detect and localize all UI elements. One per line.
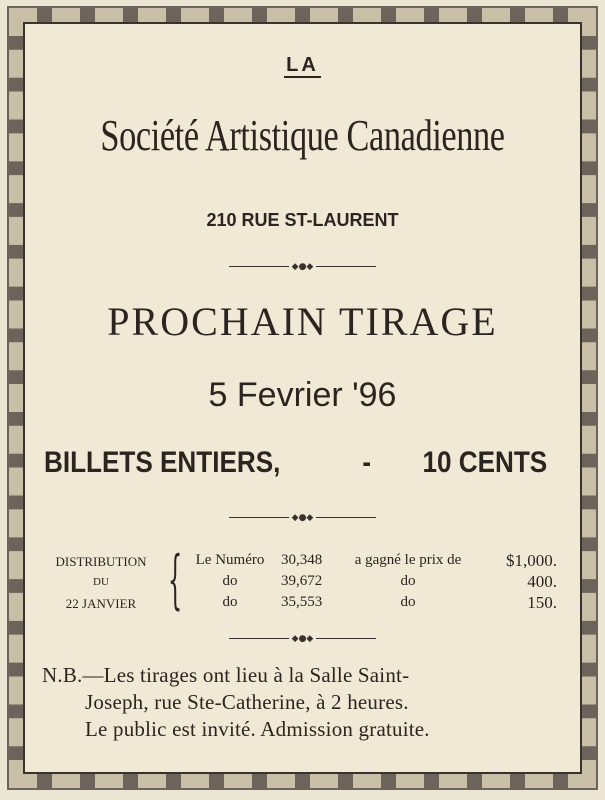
row-text: do: [400, 573, 416, 589]
notice-line: N.B.—Les tirages ont lieu à la Salle Saint-: [42, 663, 410, 687]
row-label: Le Numéro: [195, 552, 265, 568]
row-number: 30,348: [281, 552, 323, 568]
row-label: do: [222, 594, 238, 610]
article-heading: [29, 54, 576, 77]
row-amount: $1,000.: [506, 551, 557, 570]
distribution-label-line: DU: [93, 576, 109, 588]
brace-glyph: {: [168, 543, 183, 617]
table-row: [179, 550, 557, 571]
row-amount: 150.: [527, 593, 557, 612]
table-row: [179, 571, 557, 592]
distribution-label: [41, 551, 161, 614]
ticket-price: 10 CENTS: [422, 446, 548, 479]
ticket-label: BILLETS ENTIERS,: [44, 446, 281, 479]
distribution-label-line: DISTRIBUTION: [55, 554, 147, 569]
ticket-price-line: [44, 446, 548, 480]
distribution-label-line: 22 JANVIER: [65, 596, 137, 611]
distribution-table: [179, 550, 557, 613]
ornament-divider: ◆●◆: [29, 635, 576, 644]
draw-heading: PROCHAIN TIRAGE: [107, 299, 498, 344]
society-title: Société Artistique Canadienne: [100, 111, 505, 160]
draw-date: 5 Fevrier '96: [208, 376, 397, 414]
row-number: 39,672: [281, 573, 323, 589]
row-number: 35,553: [281, 594, 323, 610]
notice-paragraph: [42, 662, 562, 743]
ticket-separator: -: [362, 446, 372, 479]
advertisement-content: [29, 28, 576, 770]
row-amount: 400.: [527, 572, 557, 591]
address-line: 210 RUE ST-LAURENT: [206, 210, 399, 230]
notice-line: Joseph, rue Ste-Catherine, à 2 heures.: [85, 690, 409, 714]
notice-line: Le public est invité. Admission gratuite.: [85, 717, 430, 741]
row-text: a gagné le prix de: [354, 552, 462, 568]
ornament-divider: ◆●◆: [29, 263, 576, 272]
row-label: do: [222, 573, 238, 589]
ornament-divider: ◆●◆: [29, 514, 576, 523]
row-text: do: [400, 594, 416, 610]
article-text: LA: [286, 54, 319, 76]
table-row: [179, 592, 557, 613]
